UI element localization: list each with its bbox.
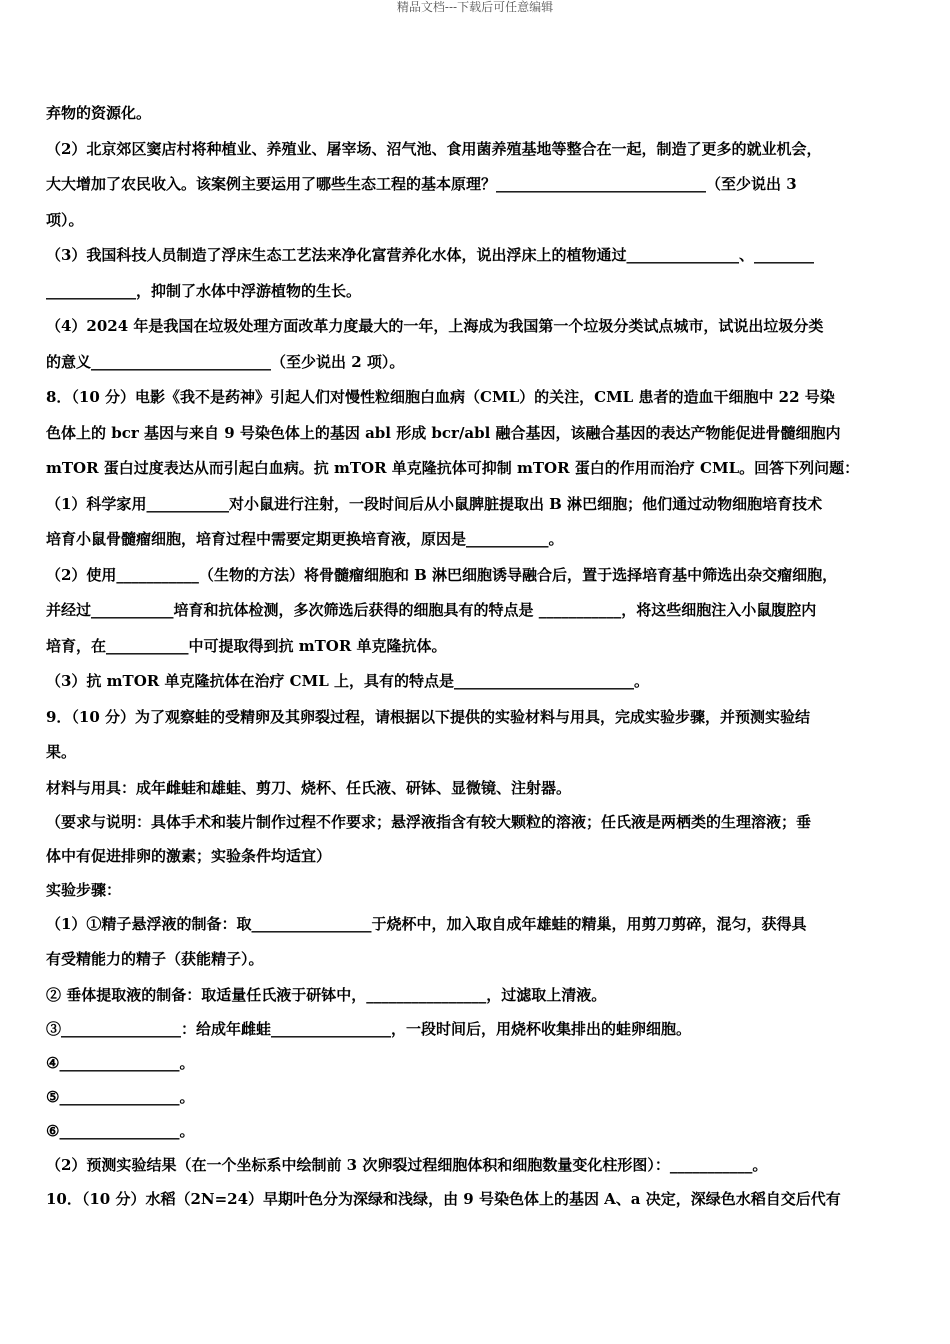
question-9-title: 9．（10 分）为了观察蛙的受精卵及其卵裂过程，请根据以下提供的实验材料与用具，完成实验步骤，并预测实验结 <box>46 707 811 726</box>
text-line: （3）我国科技人员制造了浮床生态工艺法来净化富营养化水体，说出浮床上的植物通过_______________、________ <box>46 246 814 264</box>
text-line: 的意义________________________（至少说出 2 项）。 <box>46 352 405 371</box>
text-line: 培育，在___________中可提取得到抗 mTOR 单克隆抗体。 <box>46 636 447 655</box>
document-body <box>46 96 912 1217</box>
text-line: （3）抗 mTOR 单克隆抗体在治疗 CML 上，具有的特点是________________________。 <box>46 672 649 690</box>
text-line: ③________________：给成年雌蛙________________，一段时间后，用烧杯收集排出的蛙卵细胞。 <box>46 1019 692 1038</box>
text-line: （2）使用___________（生物的方法）将骨髓瘤细胞和 B 淋巴细胞诱导融合后，置于选择培育基中筛选出杂交瘤细胞， <box>46 565 838 584</box>
text-line: 色体上的 bcr 基因与来自 9 号染色体上的基因 abl 形成 bcr/abl 融合基因，该融合基因的表达产物能促进骨髓细胞内 <box>46 423 841 442</box>
text-line: （4）2024 年是我国在垃圾处理方面改革力度最大的一年，上海成为我国第一个垃圾分类试点城市，试说出垃圾分类 <box>46 317 824 335</box>
question-10-title: 10．（10 分）水稻（2N=24）早期叶色分为深绿和浅绿，由 9 号染色体上的基因 A、a 决定，深绿色水稻自交后代有 <box>46 1189 841 1208</box>
text-line: ⑥________________。 <box>46 1121 195 1140</box>
question-8-title: 8．（10 分）电影《我不是药神》引起人们对慢性粒细胞白血病（CML）的关注，CML 患者的造血干细胞中 22 号染 <box>46 388 835 406</box>
text-line: （要求与说明：具体手术和装片制作过程不作要求；悬浮液指含有较大颗粒的溶液；任氏液是两栖类的生理溶液；垂 <box>46 812 812 831</box>
text-line: 并经过___________培育和抗体检测，多次筛选后获得的细胞具有的特点是 ___________，将这些细胞注入小鼠腹腔内 <box>46 601 817 619</box>
text-line: mTOR 蛋白过度表达从而引起白血病。抗 mTOR 单克隆抗体可抑制 mTOR 蛋白的作用而治疗 CML。回答下列问题： <box>46 459 860 477</box>
materials-line: 材料与用具：成年雌蛙和雄蛙、剪刀、烧杯、任氏液、研钵、显微镜、注射器。 <box>46 778 572 797</box>
text-line: ⑤________________。 <box>46 1087 195 1106</box>
text-line: 培育小鼠骨髓瘤细胞，培育过程中需要定期更换培育液，原因是___________。 <box>46 530 564 548</box>
text-line: 项）。 <box>46 210 84 229</box>
text-line: （2）北京郊区窦店村将种植业、养殖业、屠宰场、沼气池、食用菌养殖基地等整合在一起，制造了更多的就业机会， <box>46 139 822 158</box>
text-line: （2）预测实验结果（在一个坐标系中绘制前 3 次卵裂过程细胞体积和细胞数量变化柱形图）：___________。 <box>46 1155 768 1174</box>
text-line: 大大增加了农民收入。该案例主要运用了哪些生态工程的基本原理？____________________________（至少说出 3 <box>46 175 797 193</box>
steps-heading: 实验步骤： <box>46 880 122 899</box>
text-line: 弃物的资源化。 <box>46 104 152 122</box>
text-line: ____________，抑制了水体中浮游植物的生长。 <box>46 281 362 300</box>
text-line: 果。 <box>46 743 77 761</box>
text-line: 有受精能力的精子（获能精子）。 <box>46 950 264 968</box>
text-line: （1）①精子悬浮液的制备：取________________于烧杯中，加入取自成年雄蛙的精巢，用剪刀剪碎，混匀，获得具 <box>46 914 807 933</box>
text-line: 体中有促进排卵的激素；实验条件均适宜） <box>46 846 332 865</box>
text-line: ④________________。 <box>46 1053 195 1072</box>
text-line: （1）科学家用___________对小鼠进行注射，一段时间后从小鼠脾脏提取出 B 淋巴细胞；他们通过动物细胞培育技术 <box>46 494 823 513</box>
page-header: 精品文档---下载后可任意编辑 <box>396 0 554 14</box>
text-line: ② 垂体提取液的制备：取适量任氏液于研钵中，________________，过滤取上清液。 <box>46 985 607 1004</box>
